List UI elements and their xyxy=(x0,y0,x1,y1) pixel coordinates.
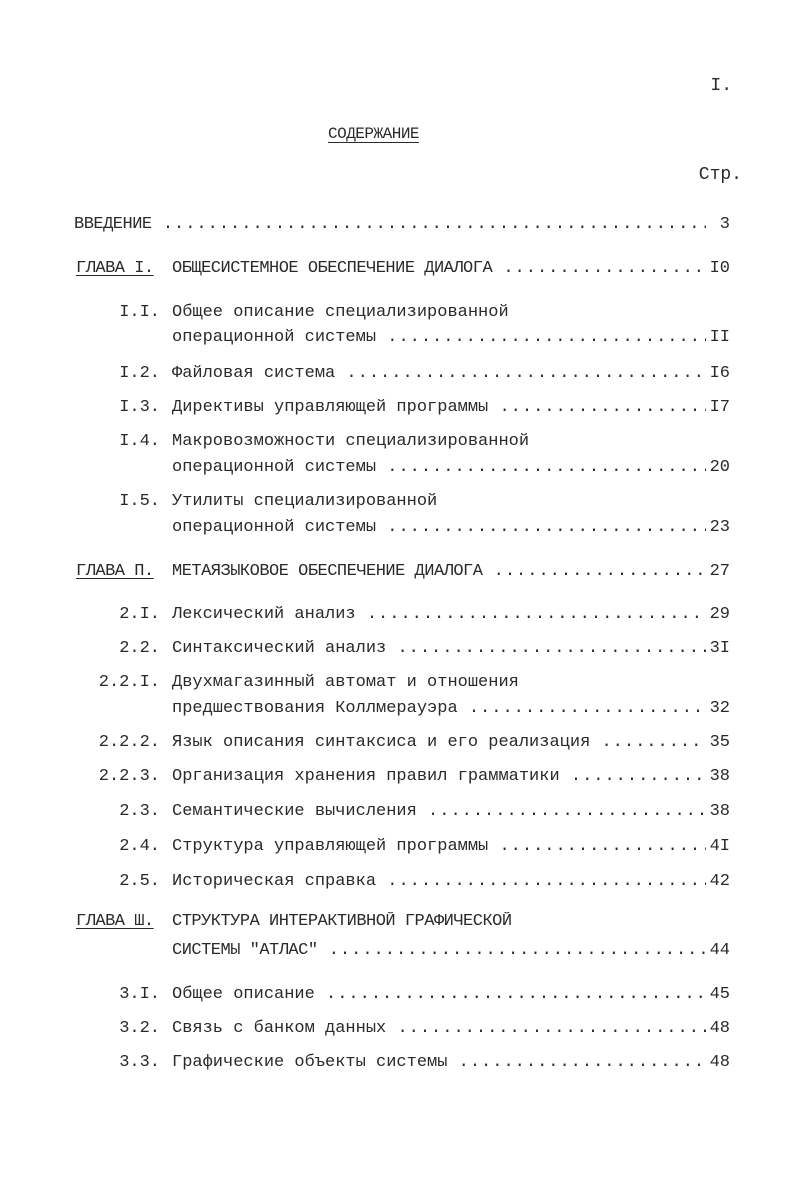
toc-label: Директивы управляющей программы ..... xyxy=(172,398,706,417)
toc-entry-3-3 xyxy=(0,1053,794,1079)
toc-page: 38 xyxy=(709,767,730,786)
toc-number: 2.4. xyxy=(119,837,160,856)
toc-number: 3.I. xyxy=(119,985,160,1004)
toc-label: Двухмагазинный автомат и отношения xyxy=(172,673,519,692)
toc-chapter-2 xyxy=(0,562,794,588)
toc-entry-2-3 xyxy=(0,802,794,828)
toc-entry-2-5 xyxy=(0,872,794,898)
toc-label: Семантические вычисления ..... xyxy=(172,802,706,821)
toc-label: Историческая справка ..... xyxy=(172,872,706,891)
toc-label: ОБЩЕСИСТЕМНОЕ ОБЕСПЕЧЕНИЕ ДИАЛОГА ..... xyxy=(172,259,706,278)
toc-label: Макровозможности специализированной xyxy=(172,432,530,451)
toc-label: Синтаксический анализ ..... xyxy=(172,639,706,658)
toc-entry-2-2-1-line2 xyxy=(0,699,794,725)
toc-page: 38 xyxy=(709,802,730,821)
toc-number: 2.2.I. xyxy=(98,673,160,692)
toc-entry-intro xyxy=(0,215,794,241)
toc-entry-2-1 xyxy=(0,605,794,631)
page-column-header: Стр. xyxy=(698,165,742,185)
toc-number: 2.I. xyxy=(119,605,160,624)
toc-page: 3 xyxy=(719,215,730,234)
toc-number: I.5. xyxy=(119,492,160,511)
toc-number: I.I. xyxy=(119,303,160,322)
toc-label: Связь с банком данных ..... xyxy=(172,1019,706,1038)
toc-label: операционной системы ..... xyxy=(172,458,706,477)
toc-number: 2.2.3. xyxy=(98,767,160,786)
toc-page: 4I xyxy=(709,837,730,856)
toc-chapter-3-line1 xyxy=(0,912,794,938)
toc-entry-2-4 xyxy=(0,837,794,863)
toc-label: операционной системы ..... xyxy=(172,518,706,537)
toc-page: I0 xyxy=(709,259,730,278)
toc-label: МЕТАЯЗЫКОВОЕ ОБЕСПЕЧЕНИЕ ДИАЛОГА ..... xyxy=(172,562,706,581)
page-number: I. xyxy=(710,76,732,96)
toc-number: 2.3. xyxy=(119,802,160,821)
toc-entry-2-2-2 xyxy=(0,733,794,759)
toc-page: 35 xyxy=(709,733,730,752)
toc-entry-2-2-3 xyxy=(0,767,794,793)
toc-entry-2-2 xyxy=(0,639,794,665)
toc-number: 2.2.2. xyxy=(98,733,160,752)
toc-page: 44 xyxy=(709,941,730,960)
toc-page: 3I xyxy=(709,639,730,658)
toc-entry-3-1 xyxy=(0,985,794,1011)
toc-number: I.4. xyxy=(119,432,160,451)
toc-page: 20 xyxy=(709,458,730,477)
toc-label: СТРУКТУРА ИНТЕРАКТИВНОЙ ГРАФИЧЕСКОЙ xyxy=(172,912,512,931)
toc-page: I6 xyxy=(709,364,730,383)
toc-page: 29 xyxy=(709,605,730,624)
toc-entry-1-1-line2 xyxy=(0,328,794,354)
toc-page: 23 xyxy=(709,518,730,537)
toc-chapter-1 xyxy=(0,259,794,285)
toc-label: операционной системы ..... xyxy=(172,328,706,347)
toc-entry-1-5-line2 xyxy=(0,518,794,544)
toc-page: 27 xyxy=(709,562,730,581)
toc-entry-1-4-line1 xyxy=(0,432,794,458)
toc-label: Лексический анализ ..... xyxy=(172,605,706,624)
toc-entry-1-4-line2 xyxy=(0,458,794,484)
toc-page: II xyxy=(709,328,730,347)
toc-number: 2.5. xyxy=(119,872,160,891)
toc-entry-3-2 xyxy=(0,1019,794,1045)
toc-number: I.2. xyxy=(119,364,160,383)
toc-label: ВВЕДЕНИЕ ..... xyxy=(74,215,706,234)
toc-number: 2.2. xyxy=(119,639,160,658)
toc-label: Язык описания синтаксиса и его реализация ..... xyxy=(172,733,706,752)
toc-label: Графические объекты системы ..... xyxy=(172,1053,706,1072)
toc-number: ГЛАВА Ш. xyxy=(76,912,154,931)
toc-label: СИСТЕМЫ "АТЛАС" ..... xyxy=(172,941,706,960)
toc-page: 45 xyxy=(709,985,730,1004)
toc-label: Файловая система ..... xyxy=(172,364,706,383)
toc-number: ГЛАВА I. xyxy=(76,259,154,278)
toc-page: 42 xyxy=(709,872,730,891)
toc-page: 32 xyxy=(709,699,730,718)
toc-label: Организация хранения правил грамматики ..... xyxy=(172,767,706,786)
toc-entry-1-1-line1 xyxy=(0,303,794,329)
toc-label: Структура управляющей программы ..... xyxy=(172,837,706,856)
toc-entry-1-5-line1 xyxy=(0,492,794,518)
toc-label: Утилиты специализированной xyxy=(172,492,438,511)
toc-page: I7 xyxy=(709,398,730,417)
toc-entry-1-3 xyxy=(0,398,794,424)
toc-page: 48 xyxy=(709,1019,730,1038)
toc-number: ГЛАВА П. xyxy=(76,562,154,581)
page-title: СОДЕРЖАНИЕ xyxy=(328,125,420,143)
toc-chapter-3-line2 xyxy=(0,941,794,967)
toc-entry-1-2 xyxy=(0,364,794,390)
toc-number: I.3. xyxy=(119,398,160,417)
toc-number: 3.3. xyxy=(119,1053,160,1072)
toc-label: предшествования Коллмерауэра ..... xyxy=(172,699,706,718)
toc-entry-2-2-1-line1 xyxy=(0,673,794,699)
toc-label: Общее описание ..... xyxy=(172,985,706,1004)
toc-page: 48 xyxy=(709,1053,730,1072)
toc-label: Общее описание специализированной xyxy=(172,303,509,322)
toc-number: 3.2. xyxy=(119,1019,160,1038)
